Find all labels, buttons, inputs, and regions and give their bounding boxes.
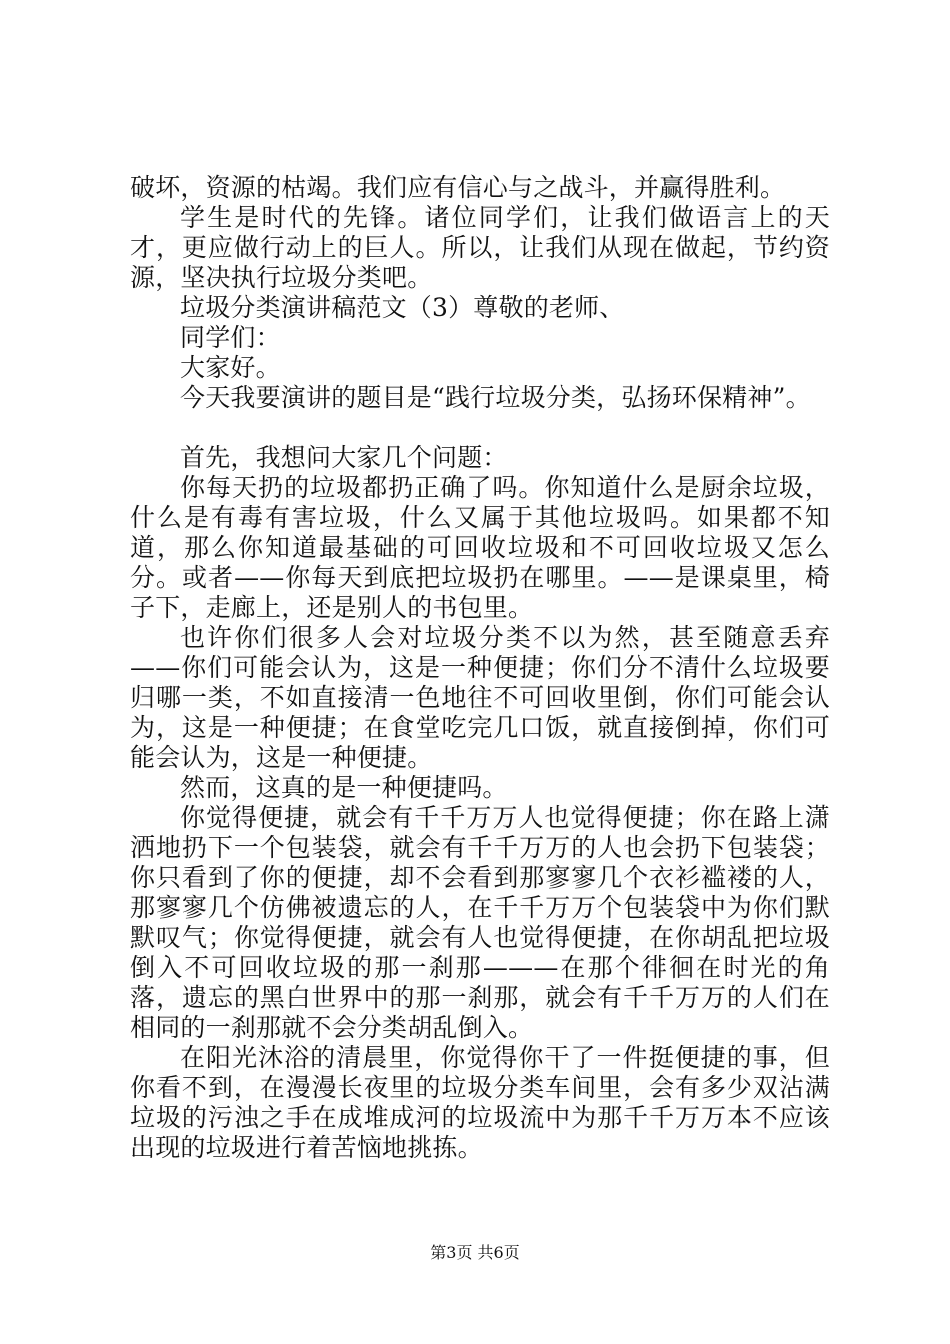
paragraph: 你觉得便捷，就会有千千万万人也觉得便捷；你在路上潇洒地扔下一个包装袋，就会有千千万万的人也会扔下包装袋；你只看到了你的便捷，却不会看到那寥寥几个衣衫褴褛的人，那寥寥几个仿佛被遗忘的人，在千千万万个包装袋中为你们默默叹气；你觉得便捷，就会有人也觉得便捷，在你胡乱把垃圾倒入不可回收垃圾的那一刹那———在那个徘徊在时光的角落，遗忘的黑白世界中的那一刹那，就会有千千万万的人们在相同的一刹那就不会分类胡乱倒入。 — [130, 803, 830, 1042]
paragraph: 学生是时代的先锋。诸位同学们，让我们做语言上的天才，更应做行动上的巨人。所以，让我们从现在做起，节约资源，坚决执行垃圾分类吧。 — [130, 203, 830, 292]
paragraph: 大家好。 — [180, 353, 281, 382]
paragraph: 然而，这真的是一种便捷吗。 — [180, 773, 508, 802]
paragraph: 在阳光沐浴的清晨里，你觉得你干了一件挺便捷的事，但你看不到，在漫漫长夜里的垃圾分类车间里，会有多少双沾满垃圾的污浊之手在成堆成河的垃圾流中为那千千万万本不应该出现的垃圾进行着苦恼地挑拣。 — [130, 1043, 830, 1162]
paragraph: 你每天扔的垃圾都扔正确了吗。你知道什么是厨余垃圾，什么是有毒有害垃圾，什么又属于其他垃圾吗。如果都不知道，那么你知道最基础的可回收垃圾和不可回收垃圾又怎么分。或者——你每天到底把垃圾扔在哪里。——是课桌里，椅子下，走廊上，还是别人的书包里。 — [130, 473, 830, 622]
paragraph: 垃圾分类演讲稿范文（3）尊敬的老师、 — [180, 293, 625, 322]
paragraph: 同学们： — [180, 323, 281, 352]
paragraph: 今天我要演讲的题目是“践行垃圾分类，弘扬环保精神”。 — [180, 383, 811, 412]
paragraph: 也许你们很多人会对垃圾分类不以为然，甚至随意丢弃——你们可能会认为，这是一种便捷；你们分不清什么垃圾要归哪一类，不如直接清一色地往不可回收里倒，你们可能会认为，这是一种便捷；在食堂吃完几口饭，就直接倒掉，你们可能会认为，这是一种便捷。 — [130, 623, 830, 772]
paragraph: 首先，我想问大家几个问题： — [180, 443, 508, 472]
paragraph: 破坏，资源的枯竭。我们应有信心与之战斗，并赢得胜利。 — [130, 173, 786, 202]
page-number-footer: 第3页 共6页 — [430, 1243, 520, 1262]
document-body — [130, 173, 830, 1163]
